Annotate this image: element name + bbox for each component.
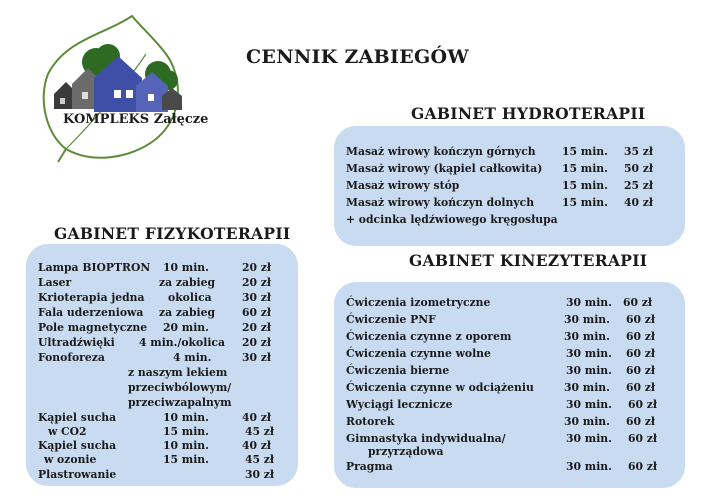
- kinezy-row-price: 60 zł: [626, 347, 656, 360]
- fizyko-row-price: 20 zł: [242, 276, 272, 289]
- fizyko-row-price: 20 zł: [242, 336, 272, 349]
- kinezy-row-name: Ćwiczenia czynne wolne: [346, 347, 491, 360]
- kinezy-row-time: 30 min.: [564, 330, 610, 343]
- fizyko-row-name: Krioterapia jedna: [38, 291, 145, 304]
- kinezy-row-price: 60 zł: [628, 432, 658, 445]
- fizyko-row-name: Kąpiel sucha: [38, 439, 117, 452]
- hydro-row-name: + odcinka lędźwiowego kręgosłupa: [346, 213, 558, 226]
- fizyko-row-name: Fala uderzeniowa: [38, 306, 144, 319]
- fizykoterapia-title: GABINET FIZYKOTERAPII: [54, 224, 291, 243]
- kinezy-row-name: Rotorek: [346, 415, 395, 428]
- kinezyterapia-panel: [334, 282, 685, 488]
- page-title: CENNIK ZABIEGÓW: [246, 46, 470, 68]
- fizyko-row-time: okolica: [168, 291, 212, 304]
- fizyko-row-price: 30 zł: [245, 468, 275, 481]
- fizyko-row-name: w CO2: [48, 425, 87, 438]
- fizyko-row-time: 10 min.: [163, 439, 209, 452]
- hydro-row-time: 15 min.: [562, 179, 608, 192]
- fizyko-row-time: za zabieg: [159, 306, 216, 319]
- hydro-row-time: 15 min.: [562, 145, 608, 158]
- fizyko-row-time: 20 min.: [163, 321, 209, 334]
- fizyko-row-name: Laser: [38, 276, 72, 289]
- kinezy-row-name: Ćwiczenia bierne: [346, 364, 450, 377]
- fizykoterapia-panel: [26, 244, 298, 486]
- kinezy-row-name: Wyciągi lecznicze: [346, 398, 453, 411]
- fizyko-row-price: 20 zł: [242, 321, 272, 334]
- fizyko-row-time: 15 min.: [163, 425, 209, 438]
- fizyko-row-name: Lampa BIOPTRON: [38, 261, 151, 274]
- kinezy-row-price: 60 zł: [626, 415, 656, 428]
- kinezy-row-time: 30 min.: [566, 460, 612, 473]
- fizyko-row-name: Pole magnetyczne: [38, 321, 148, 334]
- kinezy-row-price: 60 zł: [626, 330, 656, 343]
- hydroterapia-panel: [334, 126, 685, 246]
- kinezy-row-name: Ćwiczenie PNF: [346, 313, 436, 326]
- kinezy-row-time: 30 min.: [566, 296, 612, 309]
- hydro-row-name: Masaż wirowy (kąpiel całkowita): [346, 162, 543, 175]
- kinezy-row-name: Ćwiczenia czynne z oporem: [346, 330, 512, 343]
- kinezy-row-name-continued: przyrządowa: [368, 445, 444, 458]
- fizyko-row-name: Fonoforeza: [38, 351, 105, 364]
- hydro-row-price: 40 zł: [624, 196, 654, 209]
- kinezy-row-time: 30 min.: [566, 398, 612, 411]
- fizyko-row-price: 45 zł: [245, 425, 275, 438]
- logo-leaf-houses: [36, 14, 209, 164]
- fizyko-row-price: 30 zł: [242, 351, 272, 364]
- fizyko-row-time: 4 min.: [173, 351, 212, 364]
- fizyko-row-price: 20 zł: [242, 261, 272, 274]
- kinezy-row-name: Ćwiczenia izometryczne: [346, 296, 491, 309]
- kinezy-row-time: 30 min.: [566, 364, 612, 377]
- fizyko-row-price: 45 zł: [245, 453, 275, 466]
- fizyko-row-price: 40 zł: [242, 411, 272, 424]
- hydro-row-price: 35 zł: [624, 145, 654, 158]
- fizyko-row-price: 40 zł: [242, 439, 272, 452]
- fizyko-note-line: z naszym lekiem: [128, 366, 228, 379]
- kinezy-row-time: 30 min.: [564, 313, 610, 326]
- fizyko-row-name: Kąpiel sucha: [38, 411, 117, 424]
- hydro-row-time: 15 min.: [562, 196, 608, 209]
- kinezy-row-name: Gimnastyka indywidualna/: [346, 432, 506, 445]
- kinezy-row-time: 30 min.: [566, 347, 612, 360]
- fizyko-row-name: w ozonie: [44, 453, 97, 466]
- fizyko-note-line: przeciwzapalnym: [128, 396, 232, 409]
- kinezy-row-price: 60 zł: [623, 296, 653, 309]
- fizyko-row-time: 10 min.: [163, 261, 209, 274]
- hydro-row-price: 50 zł: [624, 162, 654, 175]
- hydro-row-name: Masaż wirowy stóp: [346, 179, 460, 192]
- kinezy-row-time: 30 min.: [564, 415, 610, 428]
- kinezy-row-price: 60 zł: [628, 398, 658, 411]
- kinezy-row-name: Pragma: [346, 460, 393, 473]
- fizyko-row-name: Ultradźwięki: [38, 336, 115, 349]
- hydro-row-name: Masaż wirowy kończyn dolnych: [346, 196, 535, 209]
- hydro-row-time: 15 min.: [562, 162, 608, 175]
- fizyko-row-time: 15 min.: [163, 453, 209, 466]
- fizyko-row-time: 10 min.: [163, 411, 209, 424]
- kinezy-row-name: Ćwiczenia czynne w odciążeniu: [346, 381, 534, 394]
- fizyko-row-price: 30 zł: [242, 291, 272, 304]
- fizyko-row-price: 60 zł: [242, 306, 272, 319]
- hydro-row-name: Masaż wirowy kończyn górnych: [346, 145, 536, 158]
- kinezy-row-time: 30 min.: [564, 381, 610, 394]
- hydro-row-price: 25 zł: [624, 179, 654, 192]
- kinezy-row-price: 60 zł: [626, 381, 656, 394]
- brand-name: KOMPLEKS Załęcze: [63, 112, 209, 127]
- fizyko-row-name: Plastrowanie: [38, 468, 117, 481]
- fizyko-row-time: za zabieg: [159, 276, 216, 289]
- kinezyterapia-title: GABINET KINEZYTERAPII: [409, 251, 648, 270]
- kinezy-row-price: 60 zł: [626, 364, 656, 377]
- kinezy-row-price: 60 zł: [628, 460, 658, 473]
- fizyko-note-line: przeciwbólowym/: [128, 381, 232, 394]
- hydroterapia-title: GABINET HYDROTERAPII: [411, 104, 646, 123]
- kinezy-row-price: 60 zł: [626, 313, 656, 326]
- fizyko-row-time: 4 min./okolica: [139, 336, 226, 349]
- kinezy-row-time: 30 min.: [566, 432, 612, 445]
